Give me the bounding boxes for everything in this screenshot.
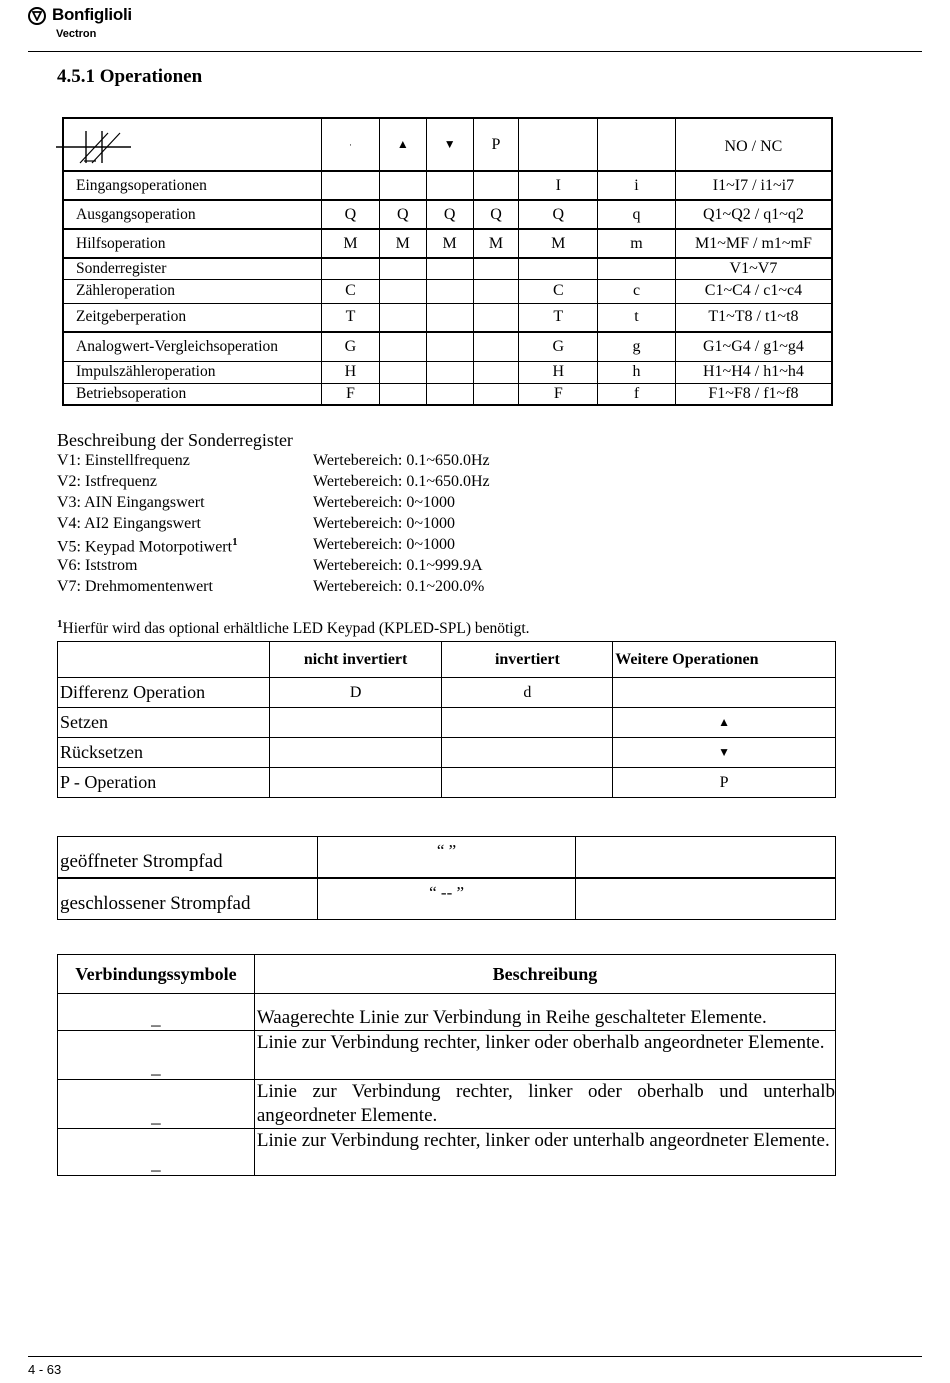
ops-cell	[426, 171, 473, 200]
register-name	[57, 536, 238, 556]
reset-icon: ▼	[426, 118, 473, 171]
diff-header-cell: invertiert	[442, 642, 613, 678]
ops-cell	[473, 361, 519, 383]
ops-cell	[473, 332, 519, 361]
diff-cell	[269, 768, 442, 798]
ladder-contact-icon	[56, 125, 136, 165]
logo-mark-icon	[28, 7, 46, 25]
ops-cell: F	[519, 383, 598, 405]
ops-cell: V1~V7	[675, 258, 832, 279]
ops-cell: M1~MF / m1~mF	[675, 229, 832, 258]
ops-cell: Q	[426, 200, 473, 229]
current-path-row	[58, 878, 836, 920]
connection-description: Waagerechte Linie zur Verbindung in Reihe geschalteter Elemente.	[254, 994, 835, 1031]
connection-symbol: _	[58, 1080, 255, 1129]
current-path-label: geöffneter Strompfad	[58, 837, 318, 879]
current-path-symbol: “ ”	[317, 837, 576, 879]
ops-cell	[598, 258, 676, 279]
ops-cell	[426, 361, 473, 383]
diff-row	[58, 708, 836, 738]
ops-cell	[473, 258, 519, 279]
diff-cell: ▼	[613, 738, 836, 768]
connection-symbols-table	[57, 954, 836, 1176]
ops-cell: G	[519, 332, 598, 361]
ops-cell: G	[322, 332, 380, 361]
ops-row	[63, 383, 832, 405]
ops-cell: I	[519, 171, 598, 200]
diff-row	[58, 738, 836, 768]
ops-cell: C1~C4 / c1~c4	[675, 279, 832, 303]
ops-cell	[322, 171, 380, 200]
ops-header-row	[63, 118, 832, 171]
operations-table	[62, 117, 833, 406]
diff-header-row	[58, 642, 836, 678]
current-path-symbol	[576, 837, 836, 879]
ops-row	[63, 303, 832, 332]
conn-header-cell: Beschreibung	[254, 955, 835, 994]
brand-name: Bonfiglioli	[52, 5, 132, 24]
register-name	[57, 494, 205, 512]
section-title: 4.5.1 Operationen	[57, 66, 203, 87]
ops-row-label: Eingangsoperationen	[63, 171, 322, 200]
current-path-table	[57, 836, 836, 920]
ops-cell	[473, 279, 519, 303]
diff-cell: D	[269, 678, 442, 708]
footnote	[57, 618, 530, 638]
diff-cell	[442, 768, 613, 798]
ops-cell: M	[426, 229, 473, 258]
diff-row	[58, 768, 836, 798]
ops-cell: M	[379, 229, 426, 258]
ops-cell: Q	[473, 200, 519, 229]
register-name-text: V4: AI2 Eingangswert	[57, 515, 201, 532]
register-name-text: V5: Keypad Motorpotiwert	[57, 538, 233, 556]
ops-row-label: Impulszähleroperation	[63, 361, 322, 383]
ops-header-cell: P	[473, 118, 519, 171]
ops-header-cell: NO / NC	[675, 118, 832, 171]
diff-cell: ▲	[613, 708, 836, 738]
ops-cell: T1~T8 / t1~t8	[675, 303, 832, 332]
ops-cell	[473, 383, 519, 405]
ops-cell	[379, 361, 426, 383]
register-range: Wertebereich: 0~1000	[313, 494, 455, 511]
ops-header-cell: ·	[322, 118, 380, 171]
ops-cell	[426, 303, 473, 332]
ops-cell: H1~H4 / h1~h4	[675, 361, 832, 383]
ops-cell: C	[519, 279, 598, 303]
diff-header-cell: nicht invertiert	[269, 642, 442, 678]
register-range: Wertebereich: 0.1~650.0Hz	[313, 473, 490, 490]
ops-row-label: Betriebsoperation	[63, 383, 322, 405]
page-number: 4 - 63	[28, 1362, 62, 1377]
ops-cell: Q1~Q2 / q1~q2	[675, 200, 832, 229]
connection-row	[58, 1080, 836, 1129]
ops-cell: q	[598, 200, 676, 229]
connection-symbol: _	[58, 1129, 255, 1176]
register-range: Wertebereich: 0.1~200.0%	[313, 578, 485, 595]
ops-cell: h	[598, 361, 676, 383]
connection-symbol: _	[58, 1031, 255, 1080]
ops-cell	[379, 279, 426, 303]
header-rule	[28, 51, 922, 52]
diff-header-cell	[58, 642, 270, 678]
ops-cell: T	[322, 303, 380, 332]
ops-row-label: Zähleroperation	[63, 279, 322, 303]
connection-description: Linie zur Verbindung rechter, linker oder oberhalb und unterhalb angeordneter Elemente.	[254, 1080, 835, 1129]
ops-row	[63, 171, 832, 200]
ops-row-label: Analogwert-Vergleichsoperation	[63, 332, 322, 361]
ops-cell: H	[322, 361, 380, 383]
footnote-mark: 1	[57, 618, 63, 630]
ops-cell	[322, 258, 380, 279]
conn-header-cell: Verbindungssymbole	[58, 955, 255, 994]
register-name	[57, 452, 190, 470]
ops-cell: F	[322, 383, 380, 405]
diff-header-cell: Weitere Operationen	[613, 642, 836, 678]
current-path-row	[58, 837, 836, 879]
ops-cell	[519, 258, 598, 279]
ops-cell: T	[519, 303, 598, 332]
connection-row	[58, 1031, 836, 1080]
register-range: Wertebereich: 0~1000	[313, 536, 455, 553]
bonfiglioli-logo	[28, 7, 168, 43]
ops-cell: m	[598, 229, 676, 258]
brand-sub: Vectron	[56, 28, 97, 40]
ops-cell	[379, 171, 426, 200]
diff-cell	[613, 678, 836, 708]
register-name-text: V1: Einstellfrequenz	[57, 452, 190, 469]
ops-cell	[473, 171, 519, 200]
ops-cell: Q	[379, 200, 426, 229]
ops-header-cell	[519, 118, 598, 171]
register-name-text: V2: Istfrequenz	[57, 473, 157, 490]
differential-operations-table	[57, 641, 836, 798]
ops-cell	[473, 303, 519, 332]
diff-row-label: P - Operation	[58, 768, 270, 798]
register-name	[57, 473, 157, 491]
register-name-text: V3: AIN Eingangswert	[57, 494, 205, 511]
diff-cell	[269, 738, 442, 768]
ops-row-label: Sonderregister	[63, 258, 322, 279]
diff-cell: d	[442, 678, 613, 708]
register-range: Wertebereich: 0.1~999.9A	[313, 557, 483, 574]
footnote-text: Hierfür wird das optional erhältliche LED Keypad (KPLED-SPL) benötigt.	[62, 620, 530, 638]
diff-row-label: Differenz Operation	[58, 678, 270, 708]
ops-row	[63, 361, 832, 383]
ops-cell: Q	[519, 200, 598, 229]
ops-cell: c	[598, 279, 676, 303]
register-name	[57, 557, 137, 575]
ops-row	[63, 258, 832, 279]
register-name	[57, 578, 213, 596]
register-range: Wertebereich: 0.1~650.0Hz	[313, 452, 490, 469]
register-name-text: V7: Drehmomentenwert	[57, 578, 213, 595]
ops-cell	[426, 332, 473, 361]
ops-cell	[379, 258, 426, 279]
diff-cell	[442, 708, 613, 738]
register-name	[57, 515, 201, 533]
ops-cell: G1~G4 / g1~g4	[675, 332, 832, 361]
connection-row	[58, 1129, 836, 1176]
current-path-symbol	[576, 878, 836, 920]
register-range: Wertebereich: 0~1000	[313, 515, 455, 532]
diff-row	[58, 678, 836, 708]
footer-rule	[28, 1356, 922, 1357]
connection-row	[58, 994, 836, 1031]
diff-cell: P	[613, 768, 836, 798]
ops-row-label: Zeitgeberperation	[63, 303, 322, 332]
ops-cell: t	[598, 303, 676, 332]
diff-cell	[442, 738, 613, 768]
diff-row-label: Setzen	[58, 708, 270, 738]
ops-cell: M	[519, 229, 598, 258]
ops-cell: H	[519, 361, 598, 383]
ops-cell	[426, 383, 473, 405]
connection-description: Linie zur Verbindung rechter, linker oder oberhalb angeordneter Elemente.	[254, 1031, 835, 1080]
ops-header-cell	[598, 118, 676, 171]
ops-cell	[379, 303, 426, 332]
ops-row	[63, 200, 832, 229]
ops-cell: I1~I7 / i1~i7	[675, 171, 832, 200]
ops-cell	[379, 383, 426, 405]
ops-row	[63, 279, 832, 303]
ops-cell: i	[598, 171, 676, 200]
register-footnote-mark: 1	[232, 536, 238, 548]
register-name-text: V6: Iststrom	[57, 557, 138, 574]
set-icon: ▲	[379, 118, 426, 171]
current-path-symbol: “ -- ”	[317, 878, 576, 920]
ops-cell: F1~F8 / f1~f8	[675, 383, 832, 405]
ops-cell	[426, 279, 473, 303]
ops-cell: C	[322, 279, 380, 303]
diff-row-label: Rücksetzen	[58, 738, 270, 768]
ops-row-label: Hilfsoperation	[63, 229, 322, 258]
diff-cell	[269, 708, 442, 738]
conn-header-row	[58, 955, 836, 994]
ops-cell	[426, 258, 473, 279]
connection-description: Linie zur Verbindung rechter, linker oder unterhalb angeordneter Elemente.	[254, 1129, 835, 1176]
ops-cell: M	[322, 229, 380, 258]
ops-row	[63, 332, 832, 361]
special-registers-title: Beschreibung der Sonderregister	[57, 430, 293, 450]
ladder-symbol-cell	[63, 118, 322, 171]
ops-cell	[379, 332, 426, 361]
ops-cell: f	[598, 383, 676, 405]
ops-cell: Q	[322, 200, 380, 229]
ops-row	[63, 229, 832, 258]
current-path-label: geschlossener Strompfad	[58, 878, 318, 920]
ops-cell: M	[473, 229, 519, 258]
ops-cell: g	[598, 332, 676, 361]
ops-row-label: Ausgangsoperation	[63, 200, 322, 229]
connection-symbol: _	[58, 994, 255, 1031]
